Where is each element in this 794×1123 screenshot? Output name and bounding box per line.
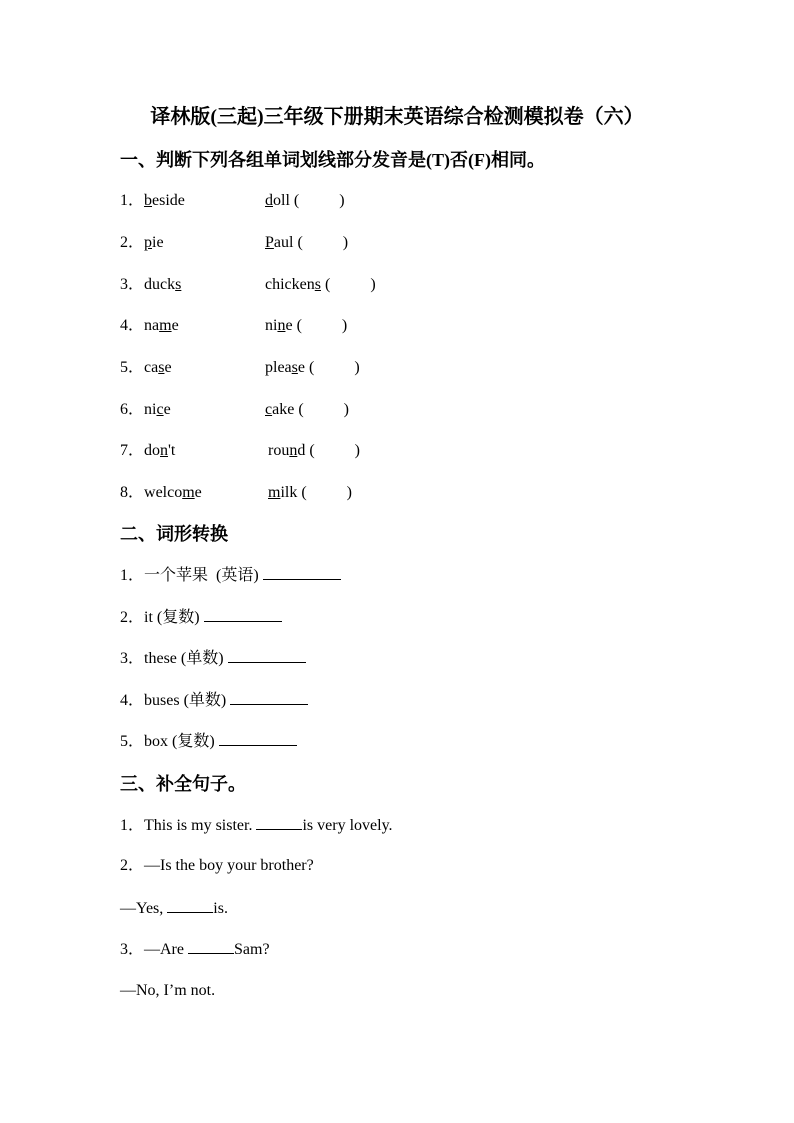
item-text: box (复数) [144,733,219,750]
sentence-text: —No, I’m not. [120,982,216,999]
word-b-post: ake [272,401,295,418]
list-item [120,232,520,254]
item-number: 4． [120,317,145,334]
word-b-pre: plea [265,359,292,376]
item-number: 2． [120,234,145,251]
answer-blank[interactable] [188,938,234,954]
list-item [120,440,520,462]
list-item [120,564,341,587]
answer-blank[interactable] [228,647,306,663]
word-b-pre: ni [265,317,278,334]
item-text: it (复数) [144,609,204,626]
word-a-post: eside [152,192,185,209]
sentence-text: 2．—Is the boy your brother? [120,857,314,874]
word-a-underlined: m [159,317,172,334]
word-b [265,274,376,296]
word-a-post: e [171,317,179,334]
word-a-post: e [163,401,171,418]
list-item [120,606,282,629]
sentence-line [120,938,270,961]
item-number: 4． [120,692,145,709]
word-a-post: e [164,359,172,376]
item-number: 8． [120,484,145,501]
sentence-text-after: is very lovely. [302,817,393,834]
answer-blank[interactable] [263,564,341,580]
list-item [120,647,306,670]
word-a [144,359,172,376]
answer-blank[interactable] [230,689,308,705]
item-number: 5． [120,359,145,376]
word-b-post: ilk [280,484,298,501]
word-b [268,482,352,504]
word-a-post: 't [168,442,176,459]
answer-parentheses: ( ) [292,317,348,334]
item-number: 3． [120,276,145,293]
word-b-post: d [297,442,306,459]
word-a-underlined: s [175,276,182,293]
word-b-pre: rou [268,442,290,459]
word-a [144,442,175,459]
answer-parentheses: ( ) [289,192,345,209]
word-a [144,484,202,501]
answer-parentheses: ( ) [320,276,376,293]
page-title: 译林版(三起)三年级下册期末英语综合检测模拟卷（六） [150,106,644,128]
item-number: 6． [120,401,145,418]
word-a-pre: na [144,317,160,334]
word-b-post: oll [273,192,290,209]
answer-parentheses: ( ) [294,401,349,418]
list-item [120,315,520,337]
list-item [120,689,308,712]
word-a-underlined: s [158,359,165,376]
sentence-line [120,897,228,920]
answer-parentheses: ( ) [305,359,360,376]
word-a [144,234,164,251]
sentence-text-after: Sam? [234,941,270,958]
item-number: 7． [120,442,145,459]
word-b [265,232,348,254]
sentence-text: 3．—Are [120,941,188,958]
list-item [120,399,520,421]
word-a [144,276,181,293]
item-number: 1． [120,192,145,209]
word-b-underlined: n [289,442,298,459]
word-a-post: ie [152,234,164,251]
word-b-underlined: m [268,484,281,501]
item-number: 5． [120,733,145,750]
word-a [144,192,185,209]
word-b-underlined: d [265,192,273,209]
answer-parentheses: ( ) [297,484,352,501]
word-a-pre: duck [144,276,176,293]
word-a-underlined: n [160,442,169,459]
list-item [120,190,520,212]
word-a-pre: do [144,442,161,459]
word-a [144,401,171,418]
answer-blank[interactable] [219,730,297,746]
word-a-pre: ca [144,359,159,376]
answer-parentheses: ( ) [293,234,349,251]
sentence-line [120,980,215,1002]
word-a [144,317,179,334]
word-b [265,315,347,337]
word-b [265,357,360,379]
word-a-underlined: m [182,484,195,501]
item-text: buses (单数) [144,692,231,709]
sentence-line [120,855,314,877]
sentence-line [120,814,393,837]
sentence-text: 1．This is my sister. [120,817,257,834]
word-a-pre: ni [144,401,157,418]
list-item [120,274,520,296]
word-b-underlined: s [291,359,298,376]
sentence-text: —Yes, [120,900,168,917]
word-b-pre: chicken [265,276,315,293]
list-item [120,357,520,379]
section2-heading: 二、词形转换 [120,524,228,544]
word-a-pre: welco [144,484,183,501]
section1-heading: 一、判断下列各组单词划线部分发音是(T)否(F)相同。 [120,150,545,170]
answer-blank[interactable] [256,814,302,830]
item-number: 3． [120,650,145,667]
word-b [265,399,349,421]
list-item [120,730,297,753]
word-a-post: e [194,484,202,501]
word-b-underlined: n [277,317,286,334]
word-b-post: e [285,317,293,334]
word-a-underlined: c [156,401,164,418]
item-text: 一个苹果 (英语) [144,567,263,584]
sentence-text-after: is. [213,900,228,917]
item-text: these (单数) [144,650,228,667]
word-b [265,190,345,212]
item-number: 1． [120,567,145,584]
word-a-underlined: p [144,234,153,251]
list-item [120,482,520,504]
answer-parentheses: ( ) [305,442,360,459]
word-a-underlined: b [144,192,153,209]
item-number: 2． [120,609,145,626]
word-b-underlined: s [314,276,321,293]
word-b-underlined: P [265,234,274,251]
section3-heading: 三、补全句子。 [120,774,246,794]
word-b [268,440,360,462]
word-b-post: e [297,359,305,376]
answer-blank[interactable] [167,897,213,913]
word-b-underlined: c [265,401,273,418]
word-b-post: aul [273,234,294,251]
answer-blank[interactable] [204,606,282,622]
